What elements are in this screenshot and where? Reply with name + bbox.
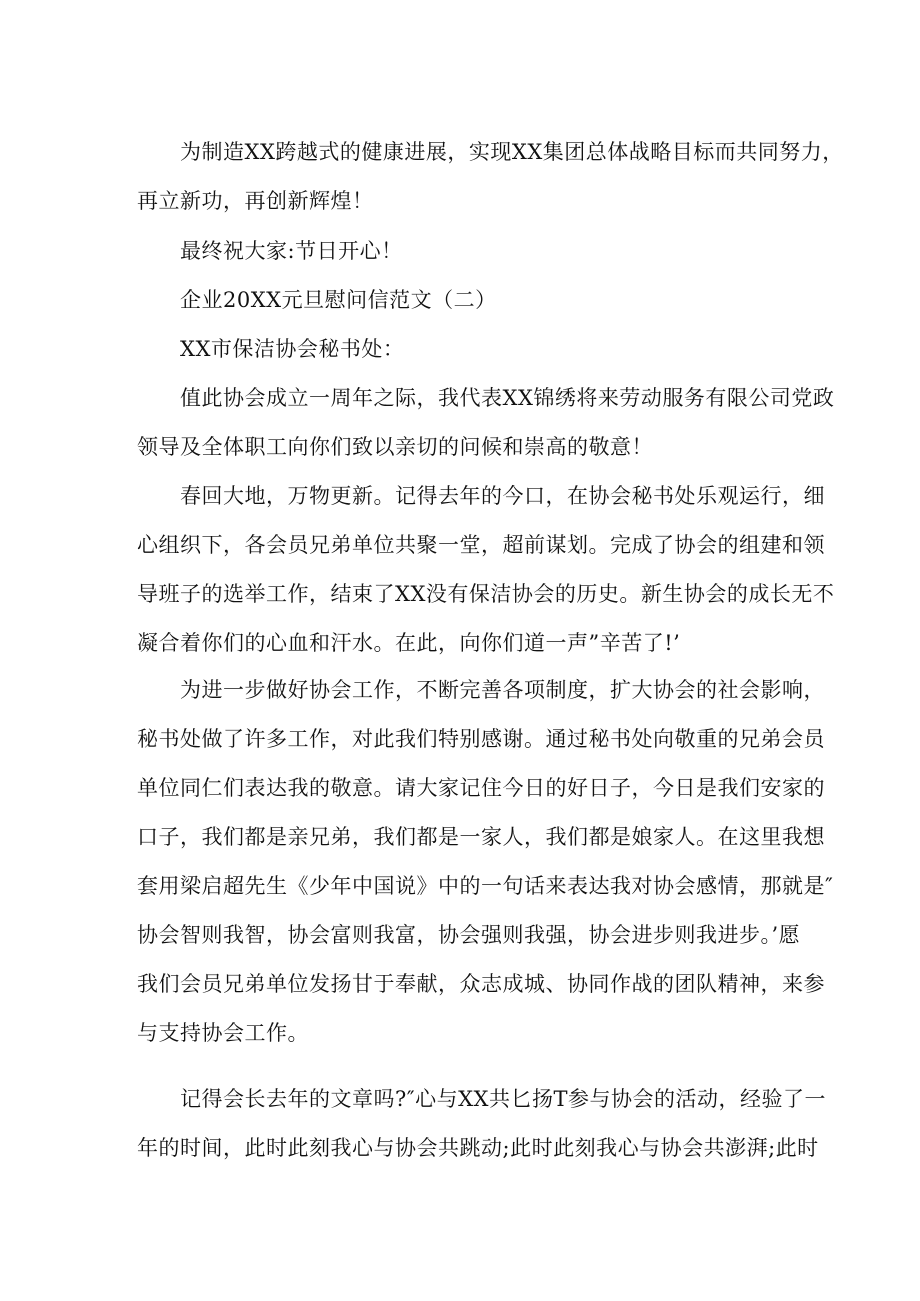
paragraph-line: 领导及全体职工向你们致以亲切的问候和崇高的敬意！ — [137, 435, 653, 459]
paragraph-line: 协会智则我智，协会富则我富，协会强则我强，协会进步则我进步。’愿 — [137, 923, 801, 947]
paragraph-line: 年的时间，此时此刻我心与协会共跳动;此时此刻我心与协会共澎湃;此时 — [137, 1136, 819, 1160]
paragraph-line: 与支持协会工作。 — [137, 1021, 309, 1045]
paragraph-line: 记得会长去年的文章吗?″心与XX共匕扬T参与协会的活动，经验了一 — [180, 1087, 827, 1111]
salutation-line: XX市保洁协会秘书处： — [180, 337, 405, 361]
paragraph-line: 春回大地，万物更新。记得去年的今口，在协会秘书处乐观运行，细 — [180, 484, 825, 508]
paragraph-line: 心组织下，各会员兄弟单位共聚一堂，超前谋划。完成了协会的组建和领 — [137, 533, 825, 557]
section-title: 企业20XX元旦慰问信范文（二） — [180, 288, 497, 312]
paragraph-line: 我们会员兄弟单位发扬甘于奉献，众志成城、协同作战的团队精神，来参 — [137, 972, 825, 996]
paragraph-line: 口子，我们都是亲兄弟，我们都是一家人，我们都是娘家人。在这里我想 — [137, 825, 825, 849]
closing-wish-line: 最终祝大家:节日开心！ — [180, 239, 403, 263]
paragraph-line: 单位同仁们表达我的敬意。请大家记住今日的好日子，今日是我们安家的 — [137, 776, 825, 800]
paragraph-line: 秘书处做了许多工作，对此我们特别感谢。通过秘书处向敬重的兄弟会员 — [137, 727, 825, 751]
paragraph-line: 导班子的选举工作，结束了XX没有保洁协会的历史。新生协会的成长无不 — [137, 582, 835, 606]
paragraph-line: 套用梁启超先生《少年中国说》中的一句话来表达我对协会感情，那就是″ — [137, 874, 834, 898]
paragraph-line: 再立新功，再创新辉煌！ — [137, 189, 374, 213]
paragraph-line: 为进一步做好协会工作，不断完善各项制度，扩大协会的社会影响， — [180, 678, 825, 702]
paragraph-line: 值此协会成立一周年之际，我代表XX锦绣将来劳动服务有限公司党政 — [180, 386, 835, 410]
paragraph-line: 为制造XX跨越式的健康进展，实现XX集团总体战略目标而共同努力， — [180, 140, 844, 164]
paragraph-line: 凝合着你们的心血和汗水。在此，向你们道一声”辛苦了!’ — [137, 631, 681, 655]
